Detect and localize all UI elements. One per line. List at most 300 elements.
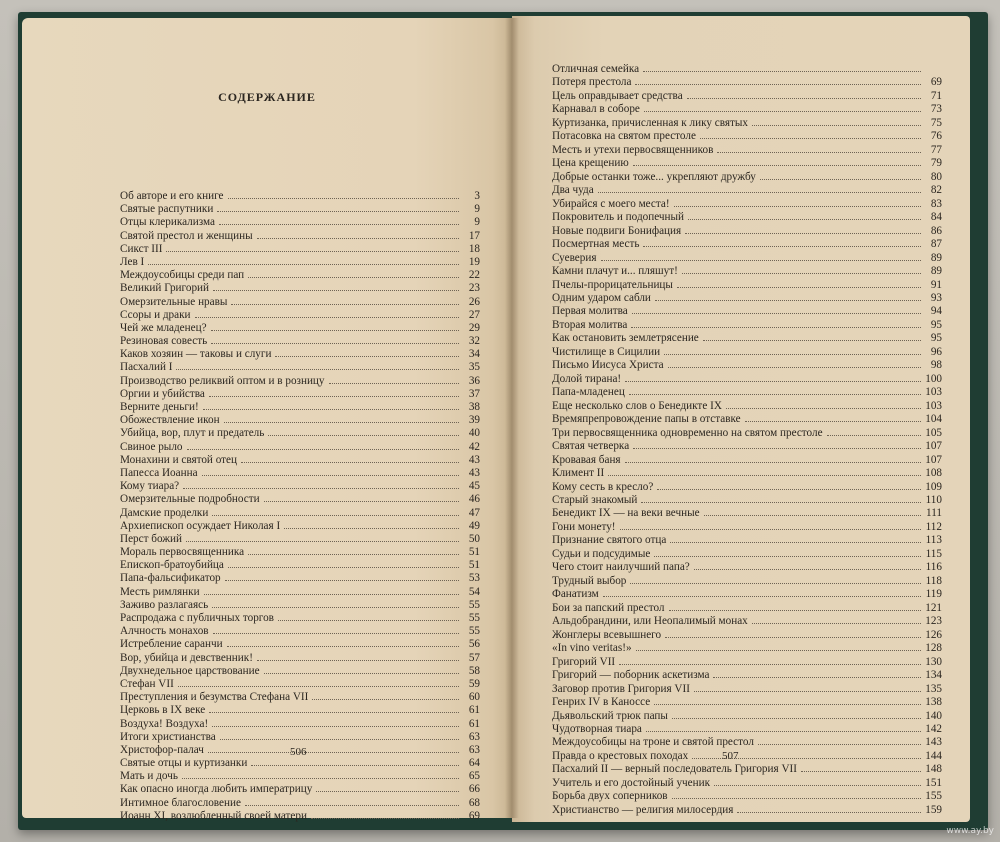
toc-entry-page: 45 <box>468 480 480 493</box>
toc-entry-page: 42 <box>468 440 480 453</box>
toc-entry <box>552 265 942 278</box>
toc-entry-title: Генрих IV в Каноссе <box>552 696 651 709</box>
toc-entry-page: 86 <box>930 224 942 237</box>
toc-entry <box>552 602 942 615</box>
toc-entry-page: 91 <box>930 278 942 291</box>
dot-leader <box>227 646 459 647</box>
toc-entry-page: 138 <box>925 696 942 709</box>
dot-leader <box>632 313 921 314</box>
toc-entry-title: Три первосвященника одновременно на святом престоле <box>552 426 823 439</box>
toc-entry-title: Распродажа с публичных торгов <box>120 612 274 624</box>
toc-entry-title: Потасовка на святом престоле <box>552 130 696 143</box>
toc-entry-title: Иоанн XI, возлюбленный своей матери <box>120 809 307 822</box>
toc-entry <box>552 373 942 386</box>
toc-entry <box>552 683 942 696</box>
toc-entry-page: 95 <box>930 332 942 345</box>
right-page <box>512 16 970 822</box>
toc-entry-page: 69 <box>468 809 480 822</box>
toc-entry-page: 34 <box>468 348 480 361</box>
dot-leader <box>284 528 459 529</box>
toc-entry <box>552 736 942 749</box>
dot-leader <box>635 84 921 85</box>
toc-entry-title: Итоги христианства <box>120 730 216 743</box>
dot-leader <box>220 739 459 740</box>
toc-entry-title: Ссоры и драки <box>120 308 191 321</box>
dot-leader <box>758 744 921 745</box>
toc-entry-page: 93 <box>930 291 942 304</box>
toc-entry <box>552 494 942 507</box>
toc-entry-title: Дьявольский трюк папы <box>552 709 668 722</box>
toc-entry <box>552 144 942 157</box>
toc-entry-title: Альдобрандини, или Неопалимый монах <box>552 615 748 628</box>
dot-leader <box>212 515 459 516</box>
toc-entry <box>552 790 942 803</box>
toc-entry-title: Архиепископ осуждает Николая I <box>120 519 281 532</box>
watermark: www.ay.by <box>946 826 994 836</box>
toc-entry <box>120 810 480 823</box>
dot-leader <box>620 529 921 530</box>
toc-entry <box>552 305 942 318</box>
toc-entry-title: Воздуха! Воздуха! <box>120 717 209 730</box>
dot-leader <box>209 712 459 713</box>
toc-entry <box>552 413 942 426</box>
toc-entry <box>120 427 480 440</box>
dot-leader <box>251 765 459 766</box>
toc-entry-title: Климент II <box>552 467 605 480</box>
toc-entry-title: Святые распутники <box>120 203 214 216</box>
toc-entry-page: 54 <box>468 585 480 598</box>
dot-leader <box>264 501 459 502</box>
dot-leader <box>643 71 921 72</box>
dot-leader <box>654 556 921 557</box>
toc-entry-page: 144 <box>925 749 942 762</box>
toc-entry-page: 105 <box>925 426 942 439</box>
toc-entry <box>552 332 942 345</box>
dot-leader <box>633 165 921 166</box>
toc-entry-title: Убирайся с моего места! <box>552 197 670 210</box>
toc-entry-title: Покровитель и подопечный <box>552 211 685 224</box>
toc-entry-title: Истребление саранчи <box>120 638 223 651</box>
toc-entry-title: Свиное рыло <box>120 440 183 453</box>
dot-leader <box>213 633 459 634</box>
toc-entry <box>120 546 480 559</box>
dot-leader <box>625 462 921 463</box>
toc-entry-title: Времяпрепровождение папы в отставке <box>552 413 741 426</box>
toc-entry <box>120 467 480 480</box>
toc-entry <box>552 184 942 197</box>
toc-entry-page: 53 <box>468 572 480 585</box>
dot-leader <box>654 704 921 705</box>
toc-entry-page: 60 <box>468 691 480 704</box>
toc-entry-title: Папесса Иоанна <box>120 466 198 479</box>
toc-entry <box>120 348 480 361</box>
toc-entry-page: 58 <box>468 664 480 677</box>
dot-leader <box>641 502 921 503</box>
toc-entry <box>552 669 942 682</box>
dot-leader <box>669 610 921 611</box>
dot-leader <box>268 435 459 436</box>
toc-entry-page: 63 <box>468 730 480 743</box>
dot-leader <box>603 596 921 597</box>
toc-entry-title: Правда о крестовых походах <box>552 749 689 762</box>
toc-entry-title: Междоусобицы на троне и святой престол <box>552 736 754 749</box>
toc-entry <box>552 427 942 440</box>
dot-leader <box>726 408 921 409</box>
dot-leader <box>211 343 459 344</box>
toc-entry <box>120 783 480 796</box>
toc-entry-page: 84 <box>930 211 942 224</box>
dot-leader <box>685 233 921 234</box>
dot-leader <box>241 462 459 463</box>
toc-entry-page: 59 <box>468 677 480 690</box>
toc-entry <box>120 704 480 717</box>
toc-entry-page: 87 <box>930 238 942 251</box>
toc-entry-page: 27 <box>468 308 480 321</box>
toc-entry <box>552 575 942 588</box>
toc-entry <box>552 696 942 709</box>
dot-leader <box>636 650 921 651</box>
toc-entry-page: 9 <box>474 216 480 229</box>
dot-leader <box>219 224 459 225</box>
toc-entry-page: 123 <box>925 615 942 628</box>
toc-entry <box>120 256 480 269</box>
dot-leader <box>704 515 921 516</box>
dot-leader <box>257 238 459 239</box>
toc-entry <box>552 346 942 359</box>
toc-entry-title: Заговор против Григория VII <box>552 682 690 695</box>
toc-entry <box>120 454 480 467</box>
toc-entry <box>120 269 480 282</box>
toc-entry-title: Бенедикт IX — на веки вечные <box>552 507 700 520</box>
toc-entry <box>120 625 480 638</box>
toc-entry-title: Христофор-палач <box>120 743 204 756</box>
dot-leader <box>248 277 459 278</box>
toc-entry-page: 76 <box>930 130 942 143</box>
toc-entry-page: 95 <box>930 318 942 331</box>
toc-entry-title: Пчелы-прорицательницы <box>552 278 673 291</box>
toc-entry-title: Церковь в IX веке <box>120 704 206 717</box>
toc-entry-title: Преступления и безумства Стефана VII <box>120 691 309 704</box>
toc-entry-page: 73 <box>930 103 942 116</box>
toc-entry <box>552 279 942 292</box>
dot-leader <box>264 673 459 674</box>
toc-entry-title: Письмо Иисуса Христа <box>552 359 664 372</box>
dot-leader <box>312 699 459 700</box>
toc-entry-title: Судьи и подсудимые <box>552 547 651 560</box>
toc-entry-page: 56 <box>468 638 480 651</box>
toc-entry-title: Каков хозяин — таковы и слуги <box>120 348 272 361</box>
toc-entry <box>552 561 942 574</box>
toc-entry-title: Омерзительные подробности <box>120 493 260 506</box>
toc-entry-page: 66 <box>468 783 480 796</box>
toc-entry-title: Посмертная месть <box>552 238 640 251</box>
toc-entry-title: Григорий — поборник аскетизма <box>552 669 710 682</box>
toc-entry-page: 121 <box>925 601 942 614</box>
dot-leader <box>212 726 459 727</box>
toc-entry <box>552 777 942 790</box>
toc-entry <box>120 533 480 546</box>
dot-leader <box>674 206 921 207</box>
toc-entry-title: Двухнедельное царствование <box>120 664 260 677</box>
toc-entry <box>120 361 480 374</box>
toc-entry-title: Месть и утехи первосвященников <box>552 143 714 156</box>
dot-leader <box>208 752 459 753</box>
toc-entry-title: Отличная семейка <box>552 63 640 75</box>
toc-entry-page: 155 <box>925 790 942 803</box>
toc-entry-title: Потеря престола <box>552 76 632 89</box>
toc-entry-title: Бои за папский престол <box>552 601 665 614</box>
toc-entry <box>552 157 942 170</box>
toc-entry <box>552 171 942 184</box>
toc-entry-page: 135 <box>925 682 942 695</box>
toc-entry <box>552 548 942 561</box>
dot-leader <box>664 354 921 355</box>
toc-entry-title: Дамские проделки <box>120 506 209 519</box>
dot-leader <box>717 152 921 153</box>
toc-entry-page: 43 <box>468 466 480 479</box>
dot-leader <box>633 448 921 449</box>
dot-leader <box>694 569 921 570</box>
toc-entry <box>120 388 480 401</box>
dot-leader <box>202 475 459 476</box>
toc-entry <box>120 678 480 691</box>
toc-entry-page: 103 <box>925 399 942 412</box>
toc-entry-page: 51 <box>468 546 480 559</box>
toc-entry-page: 35 <box>468 361 480 374</box>
toc-entry-title: Мораль первосвященника <box>120 546 245 559</box>
dot-leader <box>601 260 921 261</box>
toc-entry-title: Одним ударом сабли <box>552 291 651 304</box>
toc-entry-title: Месть римлянки <box>120 585 200 598</box>
dot-leader <box>148 264 459 265</box>
dot-leader <box>630 583 921 584</box>
toc-entry <box>552 292 942 305</box>
toc-entry-page: 112 <box>925 520 942 533</box>
toc-entry <box>552 400 942 413</box>
toc-entry <box>120 414 480 427</box>
toc-entry-page: 49 <box>468 519 480 532</box>
toc-entry-title: Григорий VII <box>552 655 616 668</box>
dot-leader <box>672 718 921 719</box>
dot-leader <box>245 805 459 806</box>
toc-entry <box>552 534 942 547</box>
toc-entry-title: Учитель и его достойный ученик <box>552 776 711 789</box>
dot-leader <box>211 330 459 331</box>
toc-entry-title: Омерзительные нравы <box>120 295 228 308</box>
dot-leader <box>655 300 921 301</box>
dot-leader <box>187 449 460 450</box>
dot-leader <box>204 594 459 595</box>
toc-entry-page: 126 <box>925 628 942 641</box>
toc-entry-page: 65 <box>468 770 480 783</box>
toc-entry-page: 55 <box>468 625 480 638</box>
toc-entry-title: Мать и дочь <box>120 770 178 783</box>
toc-entry-page: 39 <box>468 414 480 427</box>
dot-leader <box>646 731 921 732</box>
toc-entry-title: Долой тирана! <box>552 372 622 385</box>
toc-entry-title: Убийца, вор, плут и предатель <box>120 427 265 440</box>
toc-entry-title: Резиновая совесть <box>120 335 208 348</box>
toc-entry <box>120 441 480 454</box>
toc-entry-title: Монахини и святой отец <box>120 453 238 466</box>
dot-leader <box>217 211 459 212</box>
toc-entry-page: 89 <box>930 251 942 264</box>
dot-leader <box>316 791 459 792</box>
toc-entry <box>552 521 942 534</box>
toc-entry <box>120 322 480 335</box>
dot-leader <box>176 369 459 370</box>
toc-entry-title: Оргии и убийства <box>120 387 205 400</box>
toc-entry <box>552 103 942 116</box>
toc-entry <box>120 731 480 744</box>
toc-entry-title: Святые отцы и куртизанки <box>120 757 248 770</box>
dot-leader <box>631 327 921 328</box>
toc-entry <box>552 467 942 480</box>
toc-entry-page: 140 <box>925 709 942 722</box>
toc-entry-page: 26 <box>468 295 480 308</box>
dot-leader <box>629 394 921 395</box>
dot-leader <box>224 422 459 423</box>
toc-entry-title: Кому сесть в кресло? <box>552 480 654 493</box>
toc-entry <box>552 615 942 628</box>
toc-list-left <box>120 190 480 823</box>
toc-entry-title: Папа-фальсификатор <box>120 572 221 585</box>
toc-entry-page: 115 <box>925 547 942 560</box>
toc-entry-title: Трудный выбор <box>552 574 627 587</box>
toc-entry-title: Еще несколько слов о Бенедикте IX <box>552 399 722 412</box>
dot-leader <box>183 488 459 489</box>
toc-entry-title: Производство реликвий оптом и в розницу <box>120 374 325 387</box>
toc-entry-page: 83 <box>930 197 942 210</box>
toc-entry-page: 104 <box>925 413 942 426</box>
toc-entry-page: 151 <box>925 776 942 789</box>
dot-leader <box>643 246 921 247</box>
toc-entry-title: Стефан VII <box>120 677 174 690</box>
dot-leader <box>752 125 921 126</box>
toc-entry <box>120 203 480 216</box>
toc-entry <box>120 230 480 243</box>
toc-entry-page: 38 <box>468 401 480 413</box>
toc-entry-page: 107 <box>925 440 942 453</box>
toc-entry-title: Епископ-братоубийца <box>120 559 224 572</box>
toc-entry <box>552 225 942 238</box>
dot-leader <box>677 287 921 288</box>
dot-leader <box>329 383 459 384</box>
dot-leader <box>608 475 921 476</box>
dot-leader <box>182 778 459 779</box>
toc-entry-page: 116 <box>925 561 942 574</box>
toc-entry <box>120 309 480 322</box>
toc-entry <box>120 757 480 770</box>
toc-entry <box>552 750 942 763</box>
toc-entry-page: 63 <box>468 743 480 756</box>
toc-entry-page: 77 <box>930 143 942 156</box>
toc-entry <box>120 480 480 493</box>
toc-entry <box>120 216 480 229</box>
toc-entry-page: 18 <box>468 242 480 255</box>
toc-entry <box>120 718 480 731</box>
dot-leader <box>688 219 921 220</box>
toc-entry-page: 46 <box>468 493 480 506</box>
toc-entry-title: Святая четверка <box>552 440 630 453</box>
toc-entry-title: Старый знакомый <box>552 494 638 506</box>
dot-leader <box>166 251 459 252</box>
toc-entry <box>552 440 942 453</box>
dot-leader <box>687 98 921 99</box>
dot-leader <box>178 686 459 687</box>
dot-leader <box>760 179 921 180</box>
toc-entry-title: Обожествление икон <box>120 414 220 427</box>
toc-entry-page: 103 <box>925 386 942 399</box>
toc-entry-title: Кому тиара? <box>120 480 180 493</box>
toc-entry-title: Как опасно иногда любить императрицу <box>120 783 313 796</box>
toc-entry-page: 134 <box>925 669 942 682</box>
toc-entry <box>552 507 942 520</box>
toc-entry-page: 71 <box>930 89 942 102</box>
toc-entry-title: Кровавая баня <box>552 453 621 466</box>
toc-entry-title: Вторая молитва <box>552 318 628 331</box>
toc-entry-page: 89 <box>930 265 942 278</box>
dot-leader <box>257 660 459 661</box>
toc-entry-title: Папа-младенец <box>552 386 625 399</box>
toc-entry-title: Алчность монахов <box>120 625 209 638</box>
toc-entry <box>120 190 480 203</box>
dot-leader <box>212 607 459 608</box>
dot-leader <box>745 421 921 422</box>
toc-entry <box>552 117 942 130</box>
toc-entry-page: 68 <box>468 796 480 809</box>
toc-entry <box>120 652 480 665</box>
book-gutter <box>505 18 519 818</box>
toc-entry <box>552 238 942 251</box>
toc-entry-page: 69 <box>930 76 942 89</box>
toc-entry <box>552 76 942 89</box>
toc-entry <box>552 198 942 211</box>
toc-entry-page: 19 <box>468 255 480 268</box>
toc-entry-page: 75 <box>930 116 942 129</box>
toc-entry-page: 3 <box>474 190 480 202</box>
dot-leader <box>703 340 921 341</box>
dot-leader <box>619 664 921 665</box>
toc-entry <box>552 656 942 669</box>
toc-entry <box>120 572 480 585</box>
toc-entry <box>120 586 480 599</box>
toc-entry-page: 55 <box>468 612 480 624</box>
toc-list-right <box>552 63 942 817</box>
toc-entry <box>552 763 942 776</box>
toc-entry-title: Великий Григорий <box>120 282 210 295</box>
toc-entry-title: Как остановить землетрясение <box>552 332 699 345</box>
dot-leader <box>714 785 921 786</box>
toc-entry-title: Святой престол и женщины <box>120 229 253 242</box>
toc-entry-title: Вор, убийца и девственник! <box>120 651 253 664</box>
toc-entry-title: Борьба двух соперников <box>552 790 668 803</box>
toc-entry-title: Новые подвиги Бонифация <box>552 224 682 237</box>
toc-entry-title: Перст божий <box>120 532 183 545</box>
toc-entry-title: Первая молитва <box>552 305 628 318</box>
toc-entry-page: 57 <box>468 651 480 664</box>
dot-leader <box>665 637 921 638</box>
toc-entry-page: 82 <box>930 184 942 197</box>
toc-entry-title: Чей же младенец? <box>120 321 207 334</box>
dot-leader <box>186 541 459 542</box>
toc-entry-title: Жонглеры всевышнего <box>552 628 662 641</box>
toc-entry-page: 64 <box>468 757 480 770</box>
dot-leader <box>657 489 921 490</box>
toc-entry <box>120 401 480 414</box>
toc-entry <box>120 493 480 506</box>
toc-entry-page: 98 <box>930 359 942 372</box>
